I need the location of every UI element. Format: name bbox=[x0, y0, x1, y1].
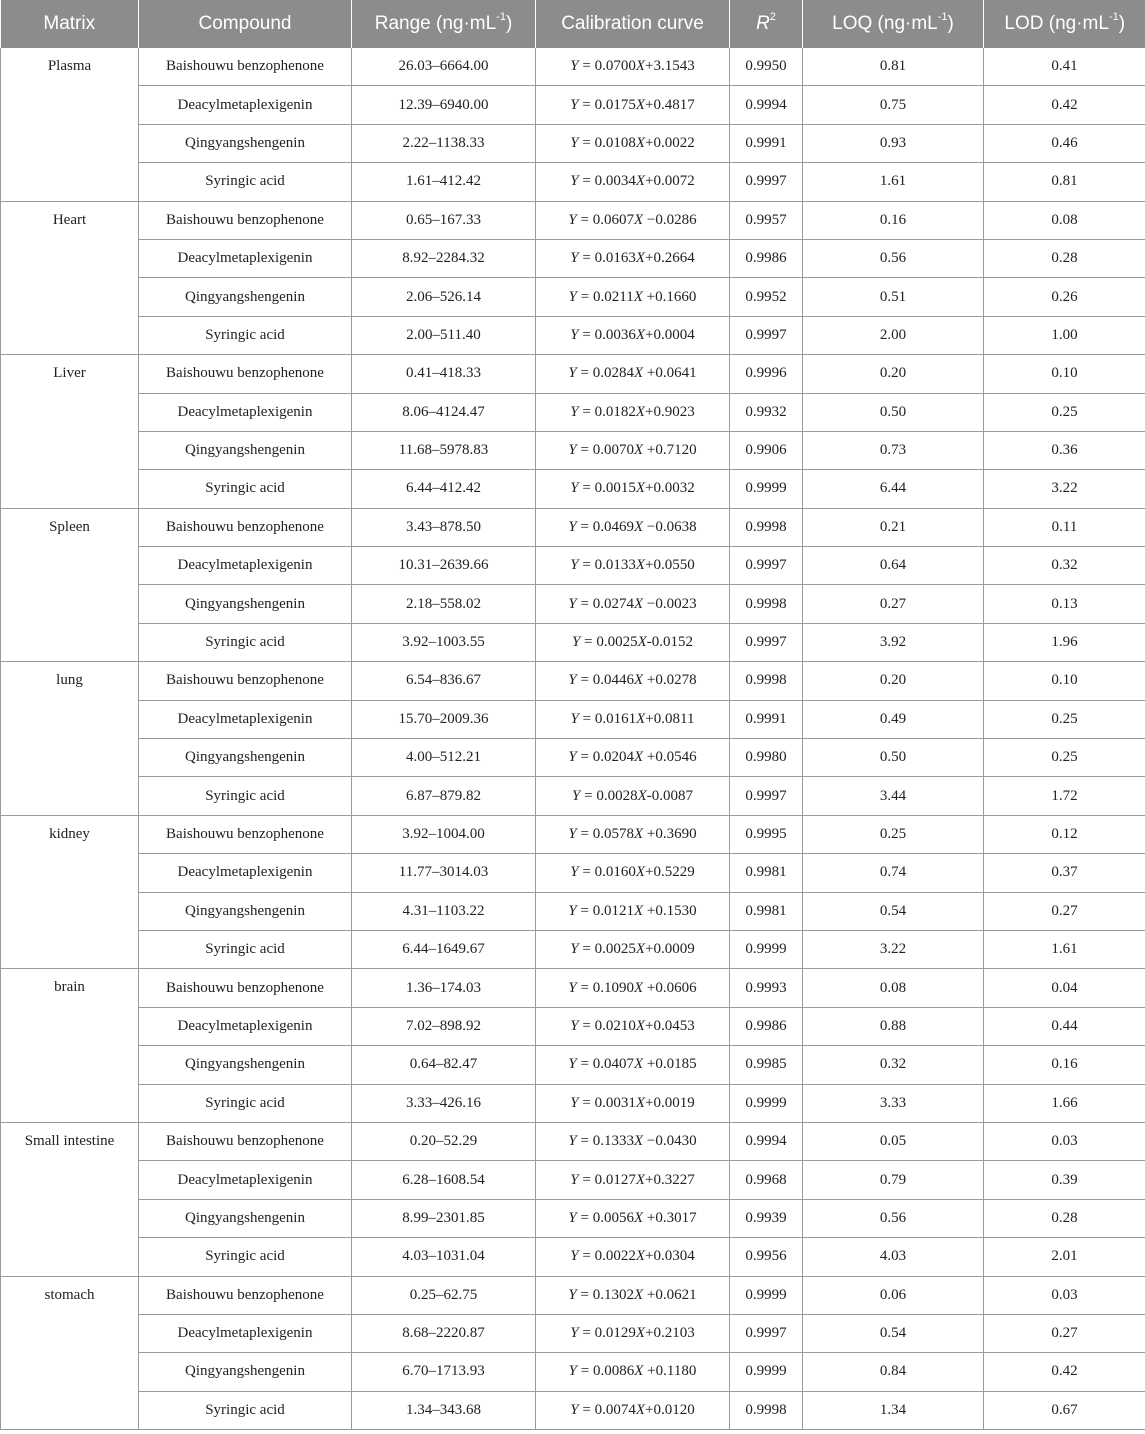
r2-cell: 0.9997 bbox=[730, 1314, 803, 1352]
curve-cell: Y = 0.0160X+0.5229 bbox=[536, 854, 730, 892]
r2-cell: 0.9998 bbox=[730, 1391, 803, 1429]
table-row bbox=[1, 1276, 1145, 1314]
loq-cell: 0.54 bbox=[803, 892, 984, 930]
compound-cell: Syringic acid bbox=[139, 163, 352, 201]
loq-cell: 0.56 bbox=[803, 239, 984, 277]
table-row bbox=[1, 48, 1145, 86]
loq-cell: 0.20 bbox=[803, 662, 984, 700]
table-row bbox=[1, 547, 1145, 585]
header-r2-sup: 2 bbox=[769, 11, 776, 23]
header-lod-label: LOD (ng·mL bbox=[1004, 13, 1109, 34]
table-row bbox=[1, 201, 1145, 239]
compound-cell: Deacylmetaplexigenin bbox=[139, 1161, 352, 1199]
range-cell: 4.00–512.21 bbox=[352, 739, 536, 777]
loq-cell: 0.32 bbox=[803, 1046, 984, 1084]
table-row bbox=[1, 1314, 1145, 1352]
loq-cell: 0.08 bbox=[803, 969, 984, 1007]
header-r2 bbox=[730, 0, 803, 48]
range-cell: 0.64–82.47 bbox=[352, 1046, 536, 1084]
matrix-cell: kidney bbox=[1, 815, 139, 969]
r2-cell: 0.9993 bbox=[730, 969, 803, 1007]
compound-cell: Deacylmetaplexigenin bbox=[139, 1007, 352, 1045]
range-cell: 6.44–1649.67 bbox=[352, 930, 536, 968]
lod-cell: 0.04 bbox=[984, 969, 1145, 1007]
table-row bbox=[1, 1238, 1145, 1276]
r2-cell: 0.9994 bbox=[730, 86, 803, 124]
compound-cell: Syringic acid bbox=[139, 1238, 352, 1276]
compound-cell: Deacylmetaplexigenin bbox=[139, 547, 352, 585]
lod-cell: 0.25 bbox=[984, 739, 1145, 777]
compound-cell: Qingyangshengenin bbox=[139, 1199, 352, 1237]
curve-cell: Y = 0.0031X+0.0019 bbox=[536, 1084, 730, 1122]
header-compound: Compound bbox=[139, 0, 352, 48]
curve-cell: Y = 0.0056X +0.3017 bbox=[536, 1199, 730, 1237]
compound-cell: Syringic acid bbox=[139, 777, 352, 815]
r2-cell: 0.9986 bbox=[730, 1007, 803, 1045]
table-body bbox=[1, 48, 1145, 1430]
r2-cell: 0.9997 bbox=[730, 547, 803, 585]
compound-cell: Qingyangshengenin bbox=[139, 124, 352, 162]
compound-cell: Syringic acid bbox=[139, 623, 352, 661]
r2-cell: 0.9997 bbox=[730, 777, 803, 815]
loq-cell: 2.00 bbox=[803, 316, 984, 354]
loq-cell: 0.05 bbox=[803, 1122, 984, 1160]
curve-cell: Y = 0.0284X +0.0641 bbox=[536, 355, 730, 393]
table-row bbox=[1, 930, 1145, 968]
curve-cell: Y = 0.0034X+0.0072 bbox=[536, 163, 730, 201]
curve-cell: Y = 0.1090X +0.0606 bbox=[536, 969, 730, 1007]
curve-cell: Y = 0.1333X −0.0430 bbox=[536, 1122, 730, 1160]
lod-cell: 0.16 bbox=[984, 1046, 1145, 1084]
range-cell: 8.99–2301.85 bbox=[352, 1199, 536, 1237]
header-loq-label: LOQ (ng·mL bbox=[832, 13, 938, 34]
range-cell: 6.44–412.42 bbox=[352, 470, 536, 508]
table-row bbox=[1, 508, 1145, 546]
range-cell: 6.87–879.82 bbox=[352, 777, 536, 815]
header-range-label: Range (ng·mL bbox=[374, 13, 497, 34]
compound-cell: Syringic acid bbox=[139, 316, 352, 354]
lod-cell: 0.03 bbox=[984, 1276, 1145, 1314]
table-row bbox=[1, 662, 1145, 700]
compound-cell: Baishouwu benzophenone bbox=[139, 48, 352, 86]
header-row bbox=[1, 0, 1145, 48]
header-lod bbox=[984, 0, 1145, 48]
loq-cell: 0.56 bbox=[803, 1199, 984, 1237]
range-cell: 4.31–1103.22 bbox=[352, 892, 536, 930]
curve-cell: Y = 0.0469X −0.0638 bbox=[536, 508, 730, 546]
lod-cell: 1.61 bbox=[984, 930, 1145, 968]
lod-cell: 0.25 bbox=[984, 393, 1145, 431]
compound-cell: Deacylmetaplexigenin bbox=[139, 700, 352, 738]
r2-cell: 0.9997 bbox=[730, 623, 803, 661]
range-cell: 3.92–1003.55 bbox=[352, 623, 536, 661]
loq-cell: 3.22 bbox=[803, 930, 984, 968]
header-matrix: Matrix bbox=[1, 0, 139, 48]
table-row bbox=[1, 739, 1145, 777]
lod-cell: 1.72 bbox=[984, 777, 1145, 815]
range-cell: 15.70–2009.36 bbox=[352, 700, 536, 738]
table-row bbox=[1, 316, 1145, 354]
matrix-cell: Liver bbox=[1, 355, 139, 509]
loq-cell: 0.06 bbox=[803, 1276, 984, 1314]
lod-cell: 1.00 bbox=[984, 316, 1145, 354]
lod-cell: 0.42 bbox=[984, 86, 1145, 124]
loq-cell: 0.25 bbox=[803, 815, 984, 853]
range-cell: 8.68–2220.87 bbox=[352, 1314, 536, 1352]
table-row bbox=[1, 239, 1145, 277]
loq-cell: 0.54 bbox=[803, 1314, 984, 1352]
r2-cell: 0.9995 bbox=[730, 815, 803, 853]
range-cell: 0.65–167.33 bbox=[352, 201, 536, 239]
r2-cell: 0.9994 bbox=[730, 1122, 803, 1160]
lod-cell: 1.96 bbox=[984, 623, 1145, 661]
range-cell: 12.39–6940.00 bbox=[352, 86, 536, 124]
lod-cell: 0.13 bbox=[984, 585, 1145, 623]
curve-cell: Y = 0.0163X+0.2664 bbox=[536, 239, 730, 277]
loq-cell: 1.34 bbox=[803, 1391, 984, 1429]
curve-cell: Y = 0.0025X+0.0009 bbox=[536, 930, 730, 968]
r2-cell: 0.9950 bbox=[730, 48, 803, 86]
compound-cell: Qingyangshengenin bbox=[139, 1353, 352, 1391]
table-row bbox=[1, 470, 1145, 508]
curve-cell: Y = 0.0578X +0.3690 bbox=[536, 815, 730, 853]
range-cell: 0.25–62.75 bbox=[352, 1276, 536, 1314]
range-cell: 1.34–343.68 bbox=[352, 1391, 536, 1429]
table-row bbox=[1, 969, 1145, 1007]
range-cell: 2.00–511.40 bbox=[352, 316, 536, 354]
range-cell: 6.28–1608.54 bbox=[352, 1161, 536, 1199]
r2-cell: 0.9999 bbox=[730, 470, 803, 508]
r2-cell: 0.9998 bbox=[730, 585, 803, 623]
lod-cell: 0.44 bbox=[984, 1007, 1145, 1045]
curve-cell: Y = 0.0175X+0.4817 bbox=[536, 86, 730, 124]
matrix-cell: Small intestine bbox=[1, 1122, 139, 1276]
compound-cell: Qingyangshengenin bbox=[139, 1046, 352, 1084]
lod-cell: 0.36 bbox=[984, 431, 1145, 469]
r2-cell: 0.9981 bbox=[730, 892, 803, 930]
compound-cell: Syringic acid bbox=[139, 1084, 352, 1122]
curve-cell: Y = 0.0211X +0.1660 bbox=[536, 278, 730, 316]
table-row bbox=[1, 1084, 1145, 1122]
r2-cell: 0.9998 bbox=[730, 662, 803, 700]
table-row bbox=[1, 815, 1145, 853]
lod-cell: 0.11 bbox=[984, 508, 1145, 546]
r2-cell: 0.9957 bbox=[730, 201, 803, 239]
loq-cell: 0.64 bbox=[803, 547, 984, 585]
table-row bbox=[1, 1391, 1145, 1429]
header-loq-sup: -1 bbox=[937, 11, 948, 23]
loq-cell: 0.16 bbox=[803, 201, 984, 239]
table-row bbox=[1, 777, 1145, 815]
curve-cell: Y = 0.0025X-0.0152 bbox=[536, 623, 730, 661]
table-row bbox=[1, 892, 1145, 930]
compound-cell: Qingyangshengenin bbox=[139, 431, 352, 469]
range-cell: 2.06–526.14 bbox=[352, 278, 536, 316]
compound-cell: Baishouwu benzophenone bbox=[139, 1122, 352, 1160]
loq-cell: 0.81 bbox=[803, 48, 984, 86]
compound-cell: Baishouwu benzophenone bbox=[139, 201, 352, 239]
compound-cell: Baishouwu benzophenone bbox=[139, 508, 352, 546]
curve-cell: Y = 0.0204X +0.0546 bbox=[536, 739, 730, 777]
loq-cell: 0.73 bbox=[803, 431, 984, 469]
curve-cell: Y = 0.0607X −0.0286 bbox=[536, 201, 730, 239]
table-row bbox=[1, 86, 1145, 124]
compound-cell: Baishouwu benzophenone bbox=[139, 355, 352, 393]
lod-cell: 0.42 bbox=[984, 1353, 1145, 1391]
curve-cell: Y = 0.0446X +0.0278 bbox=[536, 662, 730, 700]
loq-cell: 0.79 bbox=[803, 1161, 984, 1199]
range-cell: 2.22–1138.33 bbox=[352, 124, 536, 162]
range-cell: 7.02–898.92 bbox=[352, 1007, 536, 1045]
lod-cell: 0.32 bbox=[984, 547, 1145, 585]
curve-cell: Y = 0.0700X+3.1543 bbox=[536, 48, 730, 86]
loq-cell: 0.50 bbox=[803, 393, 984, 431]
range-cell: 1.61–412.42 bbox=[352, 163, 536, 201]
lod-cell: 0.03 bbox=[984, 1122, 1145, 1160]
curve-cell: Y = 0.0129X+0.2103 bbox=[536, 1314, 730, 1352]
curve-cell: Y = 0.0133X+0.0550 bbox=[536, 547, 730, 585]
range-cell: 4.03–1031.04 bbox=[352, 1238, 536, 1276]
loq-cell: 0.93 bbox=[803, 124, 984, 162]
header-range-sup: -1 bbox=[496, 11, 506, 23]
lod-cell: 0.39 bbox=[984, 1161, 1145, 1199]
r2-cell: 0.9956 bbox=[730, 1238, 803, 1276]
lod-cell: 0.67 bbox=[984, 1391, 1145, 1429]
lod-cell: 0.41 bbox=[984, 48, 1145, 86]
curve-cell: Y = 0.0022X+0.0304 bbox=[536, 1238, 730, 1276]
compound-cell: Deacylmetaplexigenin bbox=[139, 239, 352, 277]
table-header bbox=[1, 0, 1145, 48]
table-row bbox=[1, 278, 1145, 316]
matrix-cell: Heart bbox=[1, 201, 139, 355]
table-row bbox=[1, 585, 1145, 623]
curve-cell: Y = 0.0182X+0.9023 bbox=[536, 393, 730, 431]
matrix-cell: stomach bbox=[1, 1276, 139, 1430]
curve-cell: Y = 0.0036X+0.0004 bbox=[536, 316, 730, 354]
loq-cell: 1.61 bbox=[803, 163, 984, 201]
curve-cell: Y = 0.0070X +0.7120 bbox=[536, 431, 730, 469]
loq-cell: 0.75 bbox=[803, 86, 984, 124]
curve-cell: Y = 0.0086X +0.1180 bbox=[536, 1353, 730, 1391]
table-row bbox=[1, 854, 1145, 892]
table-row bbox=[1, 1161, 1145, 1199]
r2-cell: 0.9991 bbox=[730, 700, 803, 738]
r2-cell: 0.9996 bbox=[730, 355, 803, 393]
table-row bbox=[1, 623, 1145, 661]
lod-cell: 0.37 bbox=[984, 854, 1145, 892]
table-row bbox=[1, 700, 1145, 738]
lod-cell: 1.66 bbox=[984, 1084, 1145, 1122]
lod-cell: 0.10 bbox=[984, 355, 1145, 393]
compound-cell: Syringic acid bbox=[139, 1391, 352, 1429]
header-loq bbox=[803, 0, 984, 48]
loq-cell: 0.74 bbox=[803, 854, 984, 892]
curve-cell: Y = 0.0210X+0.0453 bbox=[536, 1007, 730, 1045]
compound-cell: Baishouwu benzophenone bbox=[139, 969, 352, 1007]
range-cell: 6.54–836.67 bbox=[352, 662, 536, 700]
curve-cell: Y = 0.0274X −0.0023 bbox=[536, 585, 730, 623]
compound-cell: Baishouwu benzophenone bbox=[139, 815, 352, 853]
header-lod-sup: -1 bbox=[1108, 11, 1119, 23]
loq-cell: 0.84 bbox=[803, 1353, 984, 1391]
compound-cell: Syringic acid bbox=[139, 470, 352, 508]
table-row bbox=[1, 1199, 1145, 1237]
matrix-cell: brain bbox=[1, 969, 139, 1123]
curve-cell: Y = 0.0108X+0.0022 bbox=[536, 124, 730, 162]
loq-cell: 3.44 bbox=[803, 777, 984, 815]
loq-cell: 3.92 bbox=[803, 623, 984, 661]
r2-cell: 0.9999 bbox=[730, 1084, 803, 1122]
r2-cell: 0.9981 bbox=[730, 854, 803, 892]
r2-cell: 0.9980 bbox=[730, 739, 803, 777]
loq-cell: 3.33 bbox=[803, 1084, 984, 1122]
header-loq-close: ) bbox=[947, 13, 954, 34]
table-row bbox=[1, 431, 1145, 469]
header-range-close: ) bbox=[505, 13, 513, 34]
compound-cell: Deacylmetaplexigenin bbox=[139, 393, 352, 431]
matrix-cell: lung bbox=[1, 662, 139, 816]
lod-cell: 0.25 bbox=[984, 700, 1145, 738]
range-cell: 3.92–1004.00 bbox=[352, 815, 536, 853]
lod-cell: 0.08 bbox=[984, 201, 1145, 239]
header-lod-close: ) bbox=[1118, 13, 1126, 34]
curve-cell: Y = 0.0028X-0.0087 bbox=[536, 777, 730, 815]
table-row bbox=[1, 1007, 1145, 1045]
compound-cell: Deacylmetaplexigenin bbox=[139, 1314, 352, 1352]
matrix-cell: Spleen bbox=[1, 508, 139, 662]
range-cell: 3.33–426.16 bbox=[352, 1084, 536, 1122]
loq-cell: 0.50 bbox=[803, 739, 984, 777]
r2-cell: 0.9999 bbox=[730, 1276, 803, 1314]
lod-cell: 0.81 bbox=[984, 163, 1145, 201]
table-row bbox=[1, 1046, 1145, 1084]
curve-cell: Y = 0.0127X+0.3227 bbox=[536, 1161, 730, 1199]
curve-cell: Y = 0.0074X+0.0120 bbox=[536, 1391, 730, 1429]
range-cell: 11.77–3014.03 bbox=[352, 854, 536, 892]
r2-cell: 0.9985 bbox=[730, 1046, 803, 1084]
lod-cell: 0.26 bbox=[984, 278, 1145, 316]
range-cell: 3.43–878.50 bbox=[352, 508, 536, 546]
range-cell: 0.20–52.29 bbox=[352, 1122, 536, 1160]
r2-cell: 0.9997 bbox=[730, 163, 803, 201]
table-row bbox=[1, 1353, 1145, 1391]
header-range bbox=[352, 0, 536, 48]
r2-cell: 0.9998 bbox=[730, 508, 803, 546]
header-r2-base: R bbox=[756, 13, 770, 34]
curve-cell: Y = 0.1302X +0.0621 bbox=[536, 1276, 730, 1314]
compound-cell: Qingyangshengenin bbox=[139, 278, 352, 316]
lod-cell: 0.27 bbox=[984, 892, 1145, 930]
range-cell: 8.92–2284.32 bbox=[352, 239, 536, 277]
range-cell: 2.18–558.02 bbox=[352, 585, 536, 623]
r2-cell: 0.9906 bbox=[730, 431, 803, 469]
r2-cell: 0.9991 bbox=[730, 124, 803, 162]
range-cell: 11.68–5978.83 bbox=[352, 431, 536, 469]
header-curve: Calibration curve bbox=[536, 0, 730, 48]
loq-cell: 0.49 bbox=[803, 700, 984, 738]
lod-cell: 0.10 bbox=[984, 662, 1145, 700]
r2-cell: 0.9939 bbox=[730, 1199, 803, 1237]
matrix-cell: Plasma bbox=[1, 48, 139, 201]
compound-cell: Qingyangshengenin bbox=[139, 892, 352, 930]
compound-cell: Qingyangshengenin bbox=[139, 585, 352, 623]
range-cell: 26.03–6664.00 bbox=[352, 48, 536, 86]
loq-cell: 0.20 bbox=[803, 355, 984, 393]
lod-cell: 0.12 bbox=[984, 815, 1145, 853]
range-cell: 6.70–1713.93 bbox=[352, 1353, 536, 1391]
r2-cell: 0.9968 bbox=[730, 1161, 803, 1199]
table-row bbox=[1, 393, 1145, 431]
lod-cell: 0.27 bbox=[984, 1314, 1145, 1352]
r2-cell: 0.9997 bbox=[730, 316, 803, 354]
lod-cell: 0.28 bbox=[984, 1199, 1145, 1237]
range-cell: 10.31–2639.66 bbox=[352, 547, 536, 585]
lod-cell: 2.01 bbox=[984, 1238, 1145, 1276]
curve-cell: Y = 0.0161X+0.0811 bbox=[536, 700, 730, 738]
curve-cell: Y = 0.0121X +0.1530 bbox=[536, 892, 730, 930]
range-cell: 0.41–418.33 bbox=[352, 355, 536, 393]
compound-cell: Baishouwu benzophenone bbox=[139, 662, 352, 700]
table-row bbox=[1, 163, 1145, 201]
table-row bbox=[1, 124, 1145, 162]
table-row bbox=[1, 355, 1145, 393]
range-cell: 8.06–4124.47 bbox=[352, 393, 536, 431]
curve-cell: Y = 0.0015X+0.0032 bbox=[536, 470, 730, 508]
loq-cell: 0.21 bbox=[803, 508, 984, 546]
range-cell: 1.36–174.03 bbox=[352, 969, 536, 1007]
curve-cell: Y = 0.0407X +0.0185 bbox=[536, 1046, 730, 1084]
compound-cell: Deacylmetaplexigenin bbox=[139, 854, 352, 892]
r2-cell: 0.9952 bbox=[730, 278, 803, 316]
compound-cell: Baishouwu benzophenone bbox=[139, 1276, 352, 1314]
r2-cell: 0.9999 bbox=[730, 930, 803, 968]
r2-cell: 0.9999 bbox=[730, 1353, 803, 1391]
table-row bbox=[1, 1122, 1145, 1160]
lod-cell: 0.46 bbox=[984, 124, 1145, 162]
lod-cell: 0.28 bbox=[984, 239, 1145, 277]
r2-cell: 0.9986 bbox=[730, 239, 803, 277]
r2-cell: 0.9932 bbox=[730, 393, 803, 431]
compound-cell: Qingyangshengenin bbox=[139, 739, 352, 777]
loq-cell: 0.51 bbox=[803, 278, 984, 316]
lod-cell: 3.22 bbox=[984, 470, 1145, 508]
loq-cell: 4.03 bbox=[803, 1238, 984, 1276]
compound-cell: Syringic acid bbox=[139, 930, 352, 968]
loq-cell: 0.88 bbox=[803, 1007, 984, 1045]
compound-cell: Deacylmetaplexigenin bbox=[139, 86, 352, 124]
loq-cell: 6.44 bbox=[803, 470, 984, 508]
loq-cell: 0.27 bbox=[803, 585, 984, 623]
